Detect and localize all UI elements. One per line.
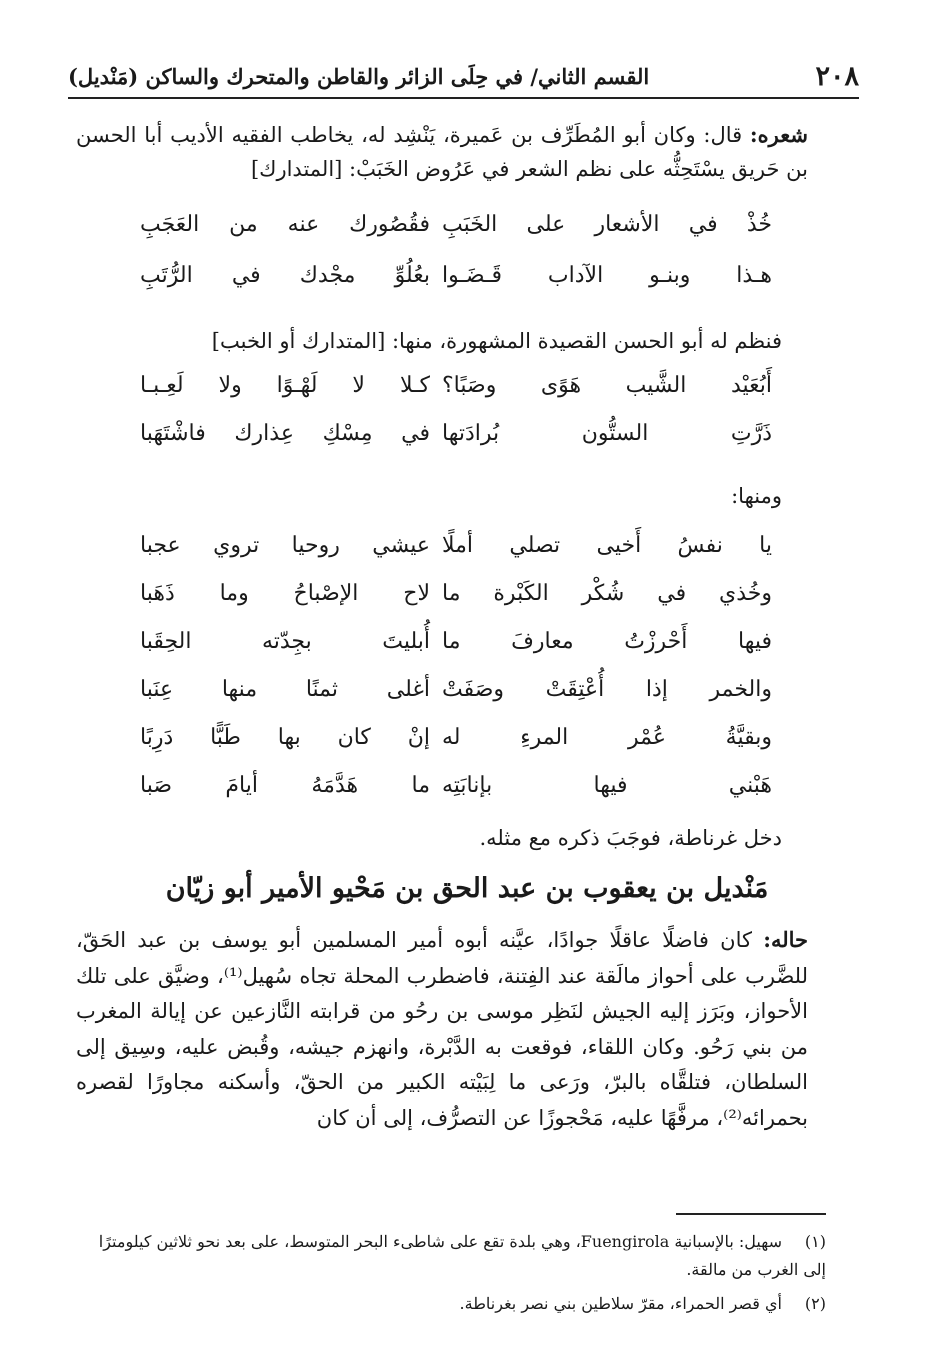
hemistich-left: عيشي روحيا تروي عجبا	[140, 533, 430, 558]
footnote-divider	[676, 1213, 826, 1215]
hemistich-left: أُبليتَ بجِدّته الحِقَبا	[140, 629, 430, 654]
footnote-number: (١)	[804, 1232, 826, 1251]
poem2-verse	[140, 412, 772, 456]
hemistich-left: ما هَدَّمَهُ أيامَ صَبا	[140, 773, 430, 798]
hemistich-left: بعُلُوِّ مجْدك في الرُّتَبِ	[140, 263, 430, 288]
footnote-text: أي قصر الحمراء، مقرّ سلاطين بني نصر بغرناطة.	[459, 1294, 782, 1313]
poem3-verse	[140, 620, 772, 664]
hemistich-right: هَبْني فيها بإنابَتِه	[442, 773, 772, 798]
biography-text: كان فاضلًا عاقلًا جوادًا، عيَّنه أبوه أمير المسلمين أبو يوسف بن عبد الحَقّ، للضَّرب على أحواز مالَقة عند الفِتنة، فاضطرب المحلة تجاه سُهيل⁽¹⁾، وضيَّق على تلك الأحواز، وبَرَز إليه الجيش لنَظِر موسى بن رحُو من قرابته النَّازعين عن إيالة المغرب من بني رَحُو. وكان اللقاء، فوقعت به الدَّبْرة، وانهزم جيشه، وقُبض عليه، وسِيق إلى السلطان، فتلقَّاه بالبرّ، ورَعى ما لِبَيْته الكبير من الحقّ، وأسكنه مجاورًا لقصره بحمرائه⁽²⁾، مرفَّهًا عليه، مَحْجوزًا عن التصرُّف، إلى أن كان	[76, 928, 808, 1130]
biography-label: حاله:	[763, 927, 808, 952]
hemistich-left: لاح الإصْباحُ وما ذَهَبا	[140, 581, 430, 606]
page-number: ٢٠٨	[815, 60, 859, 92]
hemistich-left: فقُصُورك عنه من العَجَبِ	[140, 212, 430, 237]
poem3-verse	[140, 572, 772, 616]
hemistich-right: وبقيَّةُ عُمْر المرءِ له	[442, 725, 772, 750]
poem3-verse	[140, 668, 772, 712]
hemistich-left: أغلى ثمنًا منها عِنَبا	[140, 677, 430, 702]
poem3-verse	[140, 716, 772, 760]
hemistich-right: ذَرَّتِ الستُّون بُرادَتها	[442, 421, 772, 446]
hemistich-right: خُذْ في الأشعار على الخَبَبِ	[442, 212, 772, 237]
minha-label: ومنها:	[731, 484, 782, 508]
hemistich-right: هـذا وبنـو الآداب قَـضَـوا	[442, 263, 772, 288]
intro-text: قال: وكان أبو المُطَرِّف بن عَميرة، يَنْشِد له، يخاطب الفقيه الأديب أبا الحسن بن حَريق يسْتَحِثُّه على نظم الشعر في عَرُوض الخَبَبْ: [المتدارك]	[76, 123, 808, 181]
hemistich-right: أَبُعَيْد الشَّيب هَوًى وصَبًا؟	[442, 373, 772, 398]
hemistich-right: والخمر إذا أُعْتِقَتْ وصَفَتْ	[442, 677, 772, 702]
footnote	[76, 1290, 826, 1318]
footnote-number: (٢)	[804, 1294, 826, 1313]
hemistich-right: وخُذي في شُكْر الكَبْرة ما	[442, 581, 772, 606]
closing-text: دخل غرناطة، فوجَبَ ذكره مع مثله.	[479, 826, 782, 850]
hemistich-left: في مِسْكِ عِذارك فاشْتَهَبا	[140, 421, 430, 446]
hemistich-right: يا نفسُ أَخيى تصلي أملًا	[442, 533, 772, 558]
biography-paragraph	[76, 922, 808, 1136]
running-title: القسم الثاني/ في حِلَى الزائر والقاطن والمتحرك والساكن (مَنْديل)	[68, 63, 650, 89]
hemistich-left: كـلا لا لَهْـوًا ولا لَعِـبـا	[140, 373, 430, 398]
poem2-verse	[140, 364, 772, 408]
footnote	[76, 1228, 826, 1284]
hemistich-left: إنْ كان بها طَبًّا دَرِبًا	[140, 725, 430, 750]
footnote-text: سهيل: بالإسبانية Fuengirola، وهي بلدة تقع على شاطىء البحر المتوسط، على بعد نحو ثلاثين كيلومترًا إلى الغرب من مالقة.	[98, 1232, 826, 1279]
hemistich-right: فيها أَحْرزْتُ معارفَ ما	[442, 629, 772, 654]
meter-note: فنظم له أبو الحسن القصيدة المشهورة، منها: [المتدارك أو الخبب]	[211, 329, 782, 353]
intro-paragraph	[76, 118, 808, 186]
poem3-verse	[140, 524, 772, 568]
poem1-verse	[140, 254, 772, 298]
poem1-verse	[140, 203, 772, 247]
section-title: مَنْديل بن يعقوب بن عبد الحق بن مَحْيو الأمير أبو زيّان	[165, 873, 769, 904]
page-header	[68, 55, 859, 99]
intro-label: شعره:	[749, 122, 808, 147]
poem3-verse	[140, 764, 772, 808]
